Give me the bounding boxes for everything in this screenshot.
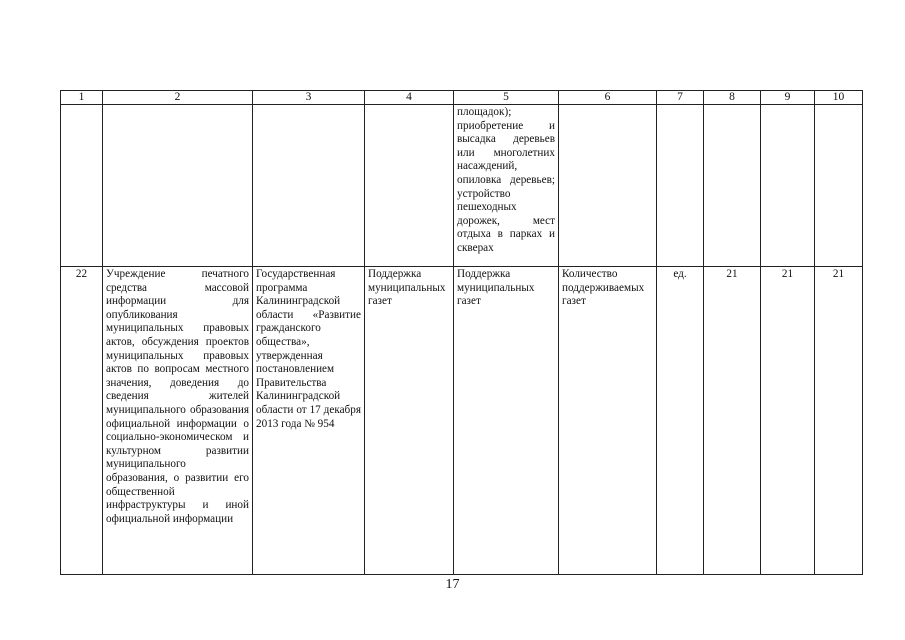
- header-col-7: 7: [657, 91, 704, 105]
- header-col-9: 9: [761, 91, 815, 105]
- header-col-5: 5: [454, 91, 559, 105]
- indicator-cell: Количество поддерживаемых газет: [559, 267, 657, 575]
- cell: [657, 105, 704, 267]
- header-col-1: 1: [61, 91, 103, 105]
- program-cell: Государственная программа Калининградской области «Развитие гражданского общества», утвержденная постановлением Правительства Калининградской области от 17 декабря 2013 года № 954: [253, 267, 365, 575]
- program-table: [60, 90, 863, 575]
- document-table-container: [60, 90, 862, 575]
- table-row-22: [61, 267, 863, 575]
- cell: [761, 105, 815, 267]
- header-col-2: 2: [103, 91, 253, 105]
- cell: [103, 105, 253, 267]
- event-cell: Поддержка муниципальных газет: [454, 267, 559, 575]
- row-number-cell: 22: [61, 267, 103, 575]
- value-cell-9: 21: [761, 267, 815, 575]
- header-col-8: 8: [704, 91, 761, 105]
- unit-cell: ед.: [657, 267, 704, 575]
- header-col-3: 3: [253, 91, 365, 105]
- cell: [815, 105, 863, 267]
- cell: [559, 105, 657, 267]
- cell: [365, 105, 454, 267]
- header-col-4: 4: [365, 91, 454, 105]
- continued-event-cell: площадок); приобретение и высадка деревьев или многолетних насаждений, опиловка деревьев; устройство пешеходных дорожек, мест отдыха в парках и скверах: [454, 105, 559, 267]
- value-cell-10: 21: [815, 267, 863, 575]
- cell: [704, 105, 761, 267]
- authority-description-cell: Учреждение печатного средства массовой информации для опубликования муниципальных правовых актов, обсуждения проектов муниципальных правовых актов по вопросам местного значения, доведения до сведения жителей муниципального образования официальной информации о социально-экономическом и культурном развитии муниципального образования, о развитии его общественной инфраструктуры и иной официальной информации: [103, 267, 253, 575]
- continued-row: [61, 105, 863, 267]
- purpose-cell: Поддержка муниципальных газет: [365, 267, 454, 575]
- header-col-6: 6: [559, 91, 657, 105]
- page-number: 17: [445, 577, 460, 592]
- cell: [253, 105, 365, 267]
- value-cell-8: 21: [704, 267, 761, 575]
- header-col-10: 10: [815, 91, 863, 105]
- column-number-row: [61, 91, 863, 105]
- cell: [61, 105, 103, 267]
